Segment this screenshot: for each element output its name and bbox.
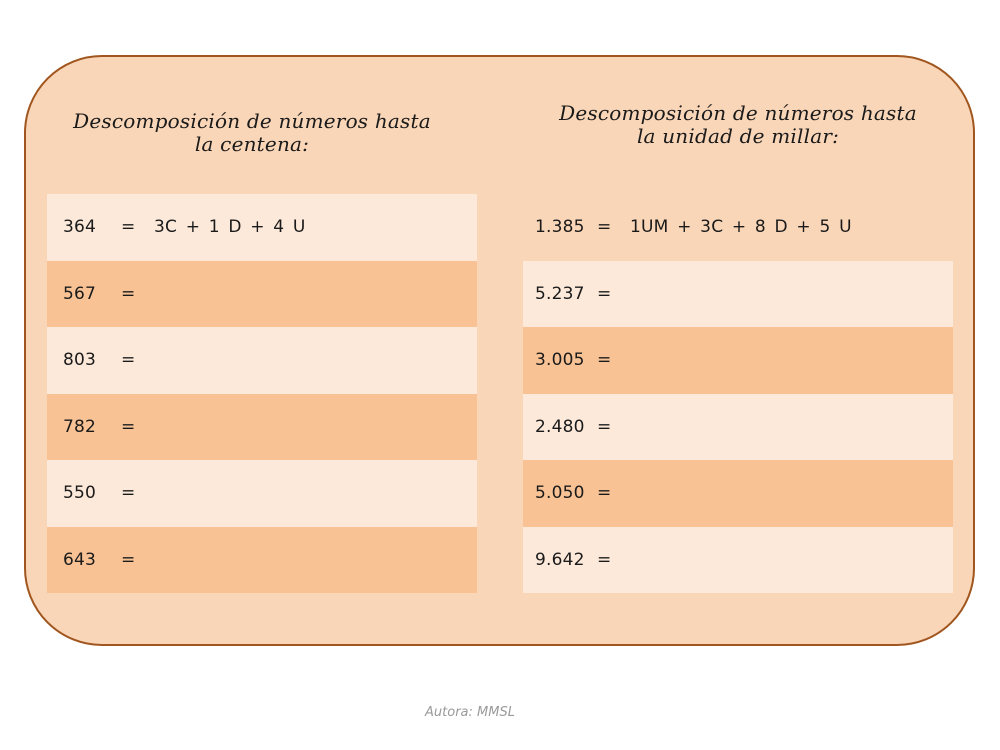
equals-sign: = (121, 350, 136, 371)
row-number: 2.480 (535, 416, 585, 437)
table-row (47, 327, 477, 394)
left-column-title (72, 110, 432, 156)
answer-field[interactable]: 3C + 1 D + 4 U (154, 217, 306, 238)
right-decomposition-table (523, 194, 953, 593)
table-row (47, 527, 477, 594)
row-number: 803 (63, 350, 97, 371)
equals-sign: = (121, 416, 136, 437)
author-credit: Autora: MMSL (425, 705, 515, 720)
table-row (523, 460, 953, 527)
equals-sign: = (121, 217, 136, 238)
row-number: 1.385 (535, 217, 585, 238)
table-row (523, 261, 953, 328)
right-title-line1: Descomposición de números hasta (559, 101, 917, 125)
equals-sign: = (121, 549, 136, 570)
table-row (47, 194, 477, 261)
row-number: 3.005 (535, 350, 585, 371)
equals-sign: = (597, 217, 612, 238)
table-row (523, 394, 953, 461)
row-number: 643 (63, 549, 97, 570)
table-row (523, 327, 953, 394)
right-title-line2: la unidad de millar: (636, 124, 840, 148)
left-title-line1: Descomposición de números hasta (73, 109, 431, 133)
table-row (47, 394, 477, 461)
equals-sign: = (597, 549, 612, 570)
equals-sign: = (597, 416, 612, 437)
equals-sign: = (597, 483, 612, 504)
answer-field[interactable]: 1UM + 3C + 8 D + 5 U (630, 217, 852, 238)
table-row (47, 261, 477, 328)
table-row (47, 460, 477, 527)
left-title-line2: la centena: (194, 132, 310, 156)
row-number: 364 (63, 217, 97, 238)
row-number: 9.642 (535, 549, 585, 570)
row-number: 5.237 (535, 283, 585, 304)
equals-sign: = (121, 283, 136, 304)
equals-sign: = (597, 350, 612, 371)
table-row (523, 194, 953, 261)
row-number: 567 (63, 283, 97, 304)
right-column-title (548, 102, 928, 148)
row-number: 550 (63, 483, 97, 504)
table-row (523, 527, 953, 594)
equals-sign: = (121, 483, 136, 504)
row-number: 5.050 (535, 483, 585, 504)
row-number: 782 (63, 416, 97, 437)
left-decomposition-table (47, 194, 477, 593)
equals-sign: = (597, 283, 612, 304)
